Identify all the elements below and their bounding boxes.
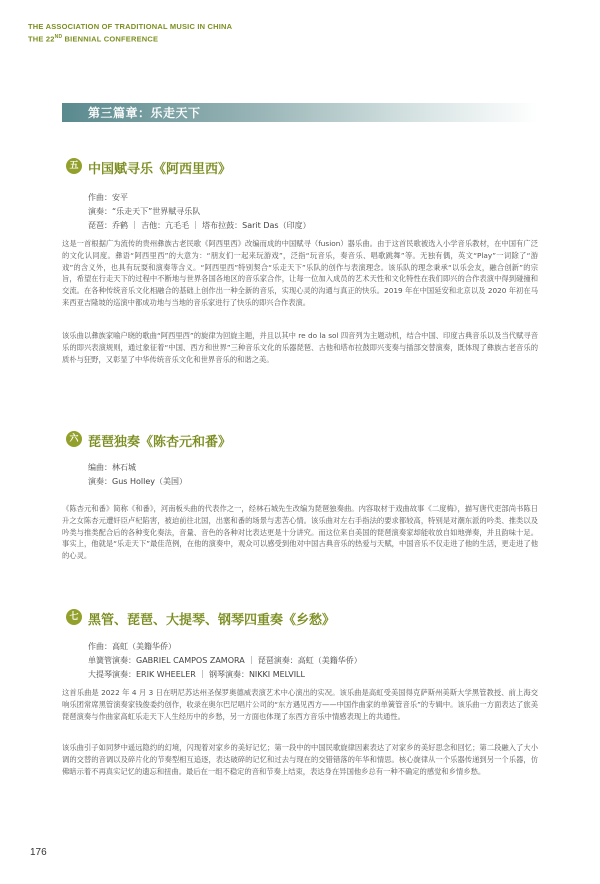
conference-header — [28, 22, 232, 45]
section-number-badge: 七 — [66, 609, 82, 625]
section-number-badge: 五 — [66, 158, 82, 174]
credit-line: 作曲：安平 — [88, 193, 128, 202]
credit-line: 琵琶：乔鹤 ｜ 吉他：亢毛毛 ｜ 塔布拉鼓：Sarit Das（印度） — [88, 221, 311, 230]
header-line-2: THE 22ND BIENNIAL CONFERENCE — [28, 34, 159, 44]
section-credits — [88, 461, 187, 489]
section-number-badge: 六 — [66, 431, 82, 447]
credit-line: 编曲：林石城 — [88, 463, 136, 472]
section-title: 琵琶独奏《陈杏元和番》 — [88, 435, 232, 450]
section-credits — [88, 640, 362, 682]
section-paragraph: 该乐曲引子如同梦中遥远隐约的幻境，闪现着对家乡的美好记忆；第一段中的中国民歌旋律因素表达了对家乡的美好思念和回忆；第二段融入了大小调的交替的音调以及碎片化的节奏型相互追逐，表达破碎的记忆和过去与现在的交错错落的年华和情思。核心旋律从一个乐器传递到另一个乐器，仿佛暗示着不再真实记忆的遗忘和扭曲。最后在一组不稳定的音和节奏上结束，表达身在异国他乡总有一种不确定的感觉和乡情乡愁。 — [62, 743, 538, 776]
chapter-title: 第三篇章：乐走天下 — [88, 106, 201, 120]
section-paragraph: 《陈杏元和番》简称《和番》，河南板头曲的代表作之一，经林石城先生改编为琵琶独奏曲。内容取材于戏曲故事《二度梅》，描写唐代吏部尚书陈日升之女陈杏元遭奸臣卢杞陷害，被迫前往北国，出塞和番的场景与悲苦心情。该乐曲对左右手指法的要求都较高，特别是对潮东派的吟类、推类以及吟类与推类配合后的各种变化奏法，音量、音色的各种对比表达更是十分讲究。而这位来自美国的琵琶演奏家却能收放自如地弹奏，并且韵味十足。事实上，他就是“乐走天下”最佳范例，在他的演奏中，观众可以感受到他对中国古典音乐的热爱与天赋，中国音乐不仅走进了他的生活，更走进了他的心灵。 — [62, 504, 538, 561]
section-credits — [88, 191, 311, 233]
credit-line: 大提琴演奏：ERIK WHEELER ｜ 钢琴演奏：NIKKI MELVILL — [88, 670, 305, 679]
section-paragraph: 该乐曲以彝族家喻户晓的歌曲“阿西里西”的旋律为回旋主题，并且以其中 re do la sol 四音列为主题动机，结合中国、印度古典音乐以及当代赋寻音乐的即兴表演规则，通过象征着“中国、西方和世界”三种音乐文化的乐器琵琶、古他和塔布拉鼓即兴变奏与插部交替演奏，既体现了彝族古老音乐的质朴与狂野，又彰显了中华传统音乐文化和世界音乐的和谐之美。 — [62, 331, 538, 364]
credit-line: 演奏：Gus Holley（美国） — [88, 477, 187, 486]
section-paragraph: 这首乐曲是 2022 年 4 月 3 日在明尼苏达州圣保罗奥德威表演艺术中心演出的实况。该乐曲是高虹受美国得克萨斯州美斯大学黑管教授、前上海交响乐团常席黑管演奏家钱俊委约创作，收录在奥尔巴尼唱片公司的“东方遇见西方——中国作曲家的单簧管音乐”的专辑中。该乐曲一方面表达了旅美琵琶演奏与作曲家高虹乐走天下人生经历中的乡愁，另一方面也体现了东西方音乐中情感表现上的共通性。 — [62, 688, 538, 721]
credit-line: 作曲：高虹（美籍华侨） — [88, 642, 176, 651]
credit-line: 单簧管演奏：GABRIEL CAMPOS ZAMORA ｜ 琵琶演奏：高虹（美籍华侨） — [88, 656, 362, 665]
credit-line: 演奏：“乐走天下”世界赋寻乐队 — [88, 207, 201, 216]
header-line-1: THE ASSOCIATION OF TRADITIONAL MUSIC IN CHINA — [28, 22, 233, 31]
page-number: 176 — [30, 847, 47, 858]
section-title: 黑管、琵琶、大提琴、钢琴四重奏《乡愁》 — [88, 613, 336, 628]
section-title: 中国赋寻乐《阿西里西》 — [88, 162, 232, 177]
section-paragraph: 这是一首根据广为流传的贵州彝族古老民歌《阿西里西》改编而成的中国赋寻（fusion）器乐曲。由于这首民歌被选入小学音乐教材，在中国有广泛的文化认同度。彝语“阿西里西”的大意为：“朋友们一起来玩游戏”，泛指“玩音乐，奏音乐、唱歌跳舞”等。无独有偶，英文“Play”一词除了“游戏”的含义外，也具有玩耍和演奏等含义。“阿西里西”特别契合“乐走天下”乐队的创作与表演理念。该乐队的理念秉承“以乐会友，融合创新”的宗旨，希望在行走天下的过程中不断地与世界各国各地区的音乐家合作，让每一位加入成员的艺术天性和文化特性在我们即兴的合作表演中得到碰撞和交流。在各种传统音乐文化相融合的基础上创作出一种全新的音乐，实现心灵的沟通与真正的快乐。2019 年在中国延安和北京以及 2020 年初在马来西亚吉隆坡的巡演中都成功地与当地的音乐家进行了快乐的即兴合作表演。 — [62, 239, 538, 307]
